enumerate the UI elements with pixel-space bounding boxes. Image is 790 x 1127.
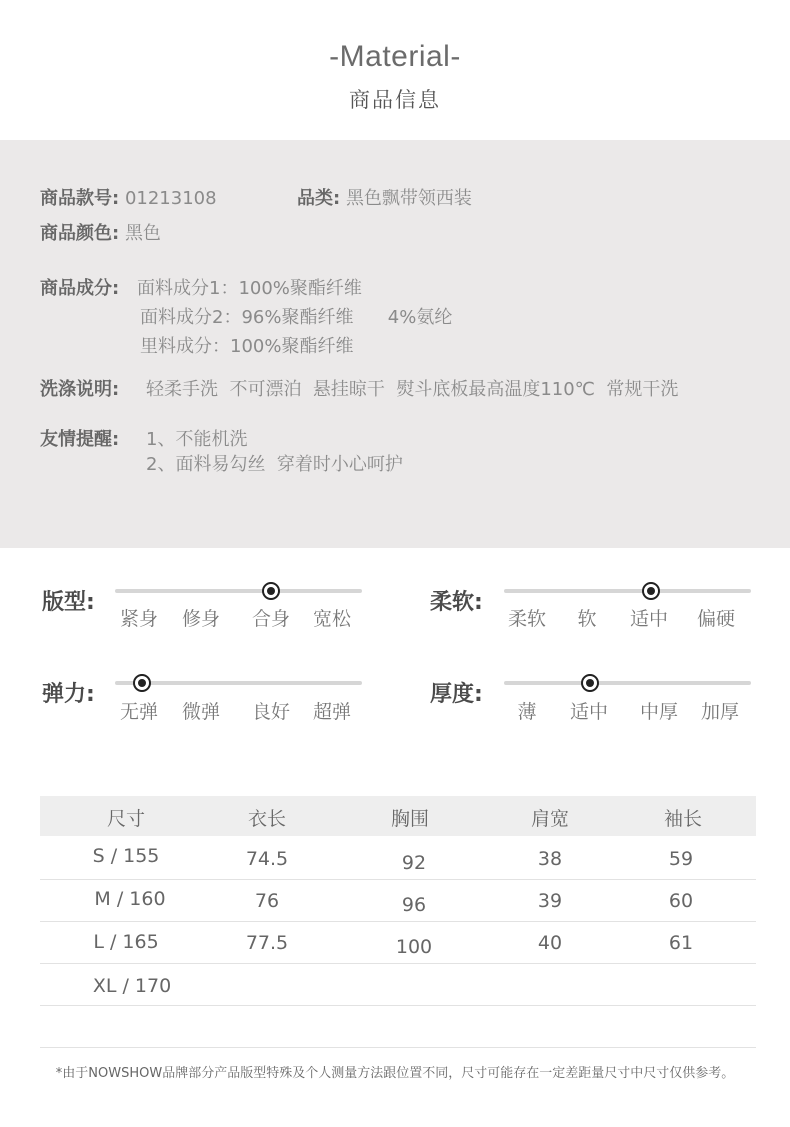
size-cell: M / 160	[94, 888, 166, 910]
material-header	[0, 0, 790, 140]
shoulder-cell: 40	[537, 932, 563, 954]
size-cell: XL / 170	[92, 975, 172, 997]
fit-option: 宽松	[312, 608, 352, 630]
elasticity-option: 微弹	[181, 701, 221, 723]
fit-option: 紧身	[119, 608, 159, 630]
softness-option: 柔软	[507, 608, 547, 630]
softness-option: 适中	[629, 608, 669, 630]
wash-instructions: 轻柔手洗 不可漂泊 悬挂晾干 熨斗底板最高温度110℃ 常规干洗	[146, 379, 679, 400]
softness-option: 软	[577, 608, 597, 630]
category-label: 品类:	[297, 188, 341, 209]
thickness-option: 中厚	[639, 701, 679, 723]
title-chinese: 商品信息	[349, 88, 441, 112]
tip-line: 2、面料易勾丝 穿着时小心呵护	[146, 454, 403, 475]
composition-label-row	[40, 274, 119, 300]
size-cell: S / 155	[92, 845, 160, 867]
thickness-scale-label: 厚度:	[430, 682, 483, 707]
fit-scale-track	[115, 589, 362, 593]
style-number-label: 商品款号:	[40, 188, 120, 209]
color-value: 黑色	[124, 223, 161, 244]
wash-row	[40, 375, 119, 401]
category-row	[297, 184, 472, 210]
tip-line: 1、不能机洗	[146, 429, 248, 450]
shoulder-cell: 39	[537, 890, 563, 912]
sleeve-cell: 60	[668, 890, 694, 912]
elasticity-scale-indicator	[133, 674, 151, 692]
category-value: 黑色飘带领西装	[345, 188, 472, 209]
color-row	[40, 219, 161, 245]
bust-cell: 92	[401, 852, 427, 874]
product-info-panel	[0, 140, 790, 548]
elasticity-option: 超弹	[312, 701, 352, 723]
size-disclaimer: *由于NOWSHOW品牌部分产品版型特殊及个人测量方法跟位置不同，尺寸可能存在一定差距量尺寸中尺寸仅供参考。	[55, 1066, 735, 1081]
row-divider	[40, 879, 756, 880]
wash-label: 洗涤说明:	[40, 379, 120, 400]
thickness-scale-track	[504, 681, 751, 685]
softness-scale-indicator	[642, 582, 660, 600]
fit-option: 修身	[181, 608, 221, 630]
color-label: 商品颜色:	[40, 223, 120, 244]
elasticity-scale-label: 弹力:	[42, 682, 95, 707]
elasticity-scale-track	[115, 681, 362, 685]
sleeve-cell: 61	[668, 932, 694, 954]
tips-row	[40, 425, 119, 451]
elasticity-option: 良好	[251, 701, 291, 723]
composition-line: 里料成分：100%聚酯纤维	[140, 336, 354, 357]
thickness-option: 薄	[517, 701, 537, 723]
style-number-row	[40, 184, 217, 210]
composition-line: 面料成分1：100%聚酯纤维	[137, 278, 362, 299]
size-cell: L / 165	[93, 931, 159, 953]
softness-option: 偏硬	[696, 608, 736, 630]
row-divider	[40, 963, 756, 964]
style-number-value: 01213108	[124, 188, 217, 209]
length-cell: 77.5	[245, 932, 289, 954]
elasticity-option: 无弹	[119, 701, 159, 723]
row-divider	[40, 921, 756, 922]
bust-cell: 96	[401, 894, 427, 916]
header-shoulder: 肩宽	[530, 808, 570, 830]
fit-option: 合身	[251, 608, 291, 630]
thickness-option: 适中	[569, 701, 609, 723]
composition-line: 面料成分2：96%聚酯纤维 4%氨纶	[140, 307, 453, 328]
header-size: 尺寸	[106, 808, 146, 830]
sleeve-cell: 59	[668, 848, 694, 870]
bust-cell: 100	[395, 936, 433, 958]
row-divider	[40, 1005, 756, 1006]
length-cell: 76	[254, 890, 280, 912]
length-cell: 74.5	[245, 848, 289, 870]
tips-label: 友情提醒:	[40, 429, 120, 450]
thickness-scale-indicator	[581, 674, 599, 692]
header-sleeve: 袖长	[663, 808, 703, 830]
softness-scale-label: 柔软:	[430, 590, 483, 615]
thickness-option: 加厚	[700, 701, 740, 723]
footnote-divider	[40, 1047, 756, 1048]
fit-scale-indicator	[262, 582, 280, 600]
fit-scale-label: 版型:	[42, 590, 95, 615]
header-bust: 胸围	[390, 808, 430, 830]
shoulder-cell: 38	[537, 848, 563, 870]
table-header-row	[40, 796, 756, 836]
softness-scale-track	[504, 589, 751, 593]
composition-label: 商品成分:	[40, 278, 120, 299]
title-english: -Material-	[329, 40, 461, 73]
header-length: 衣长	[247, 808, 287, 830]
